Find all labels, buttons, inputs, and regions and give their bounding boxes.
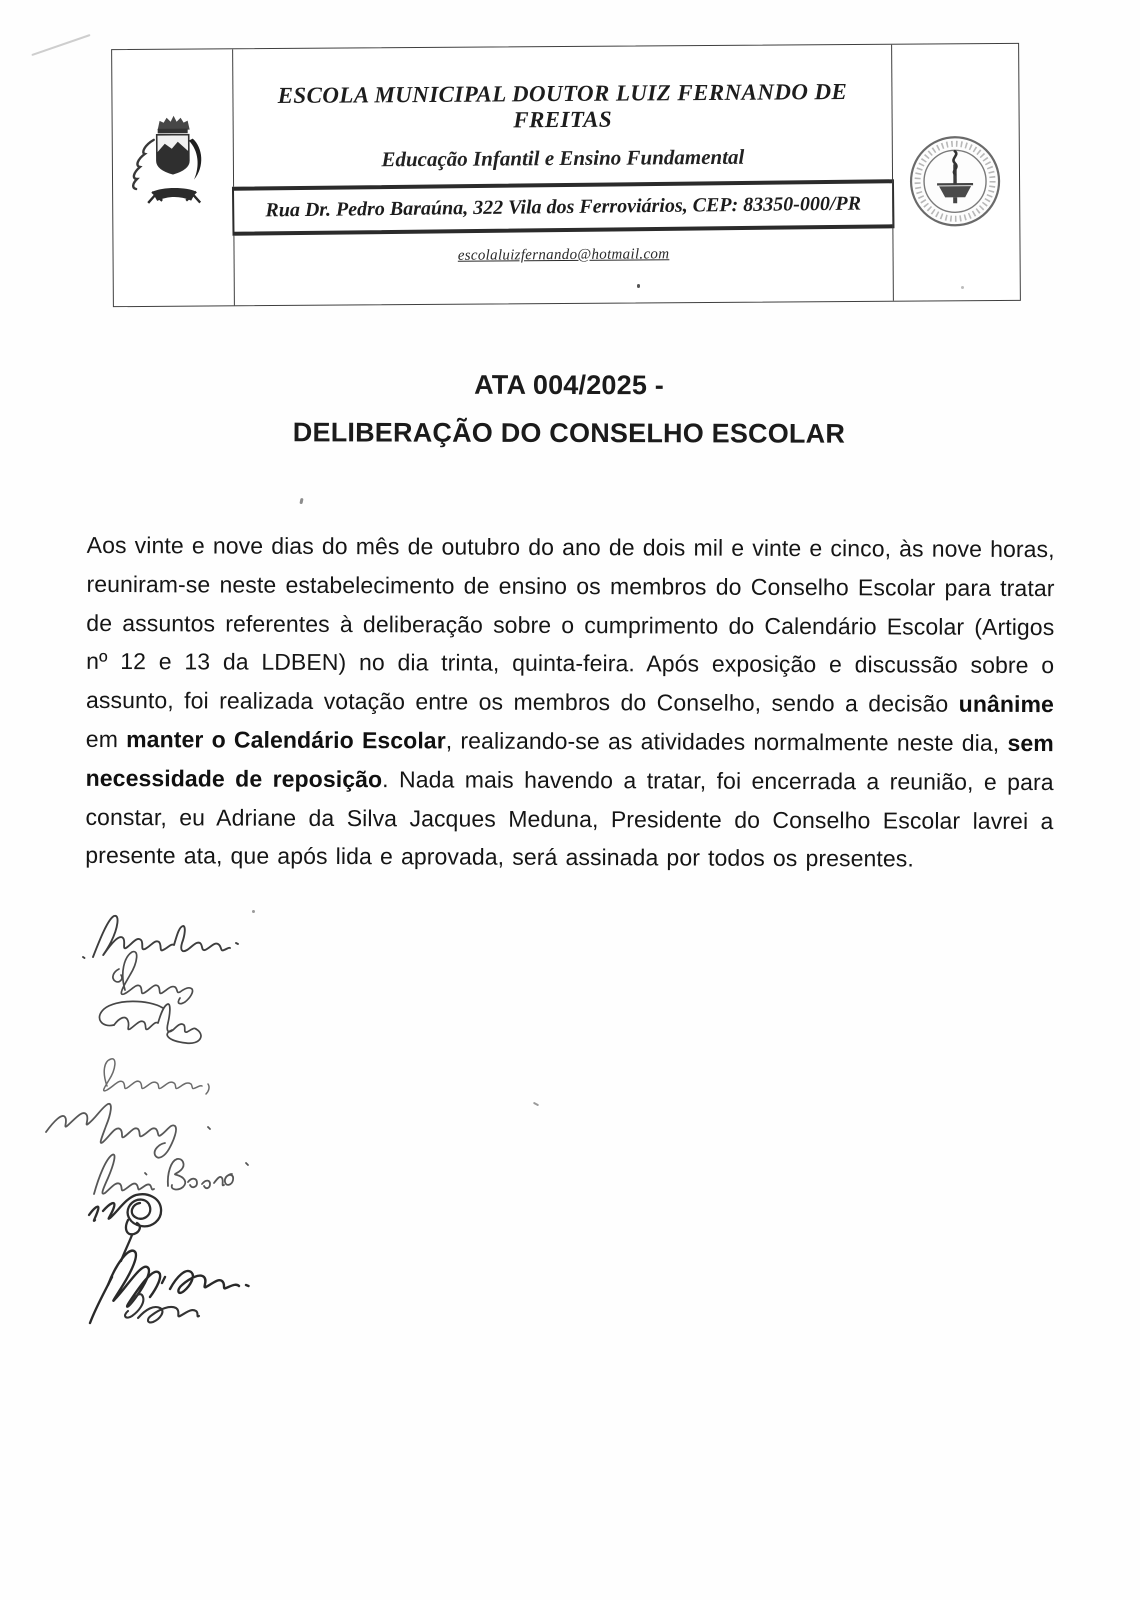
signature-thais-bonoto [94,1155,248,1194]
scan-dot-artifact [252,910,255,913]
letterhead-left-cell [112,49,235,306]
body-paragraph: Aos vinte e nove dias do mês de outubro do ano de dois mil e vinte e cinco, às nove horas, reuniram-se neste estabelecimento de ensino os membros do Conselho Escolar para tratar de assuntos referentes à deliberação sobre o cumprimento do Calendário Escolar (Artigos nº 12 e 13 da LDBEN) no dia trinta, quinta-feira. Após exposição e discussão sobre o assunto, foi realizada votação entre os membros do Conselho, sendo a decisão unânime em manter o Calendário Escolar, realizando-se as atividades normalmente neste dia, sem necessidade de reposição. Nada mais havendo a tratar, foi encerrada a reunião, e para constar, eu Adriane da Silva Jacques Meduna, Presidente do Conselho Escolar lavrei a presente ata, que após lida e aprovada, será assinada por todos os presentes. [85,531,1055,872]
signature-dimoreno [104,1059,209,1094]
scan-dot-artifact [299,498,303,504]
municipal-coat-of-arms-icon [126,113,223,206]
document-title [85,369,1053,451]
scan-dot-artifact [637,284,640,288]
signature-block [40,895,360,1355]
scan-dot-artifact [533,1102,539,1107]
school-round-stamp-icon [908,134,1003,229]
letterhead [111,43,1021,307]
signature-mikelay [46,1104,210,1158]
title-line-2: DELIBERAÇÃO DO CONSELHO ESCOLAR [292,417,846,449]
crest-crown [158,116,190,130]
signature-rubric-scribble [89,1194,161,1261]
school-subtitle: Educação Infantil e Ensino Fundamental [381,144,745,172]
signature-lelouza [113,952,193,1004]
signature-junis-bond [90,1251,249,1323]
signature-carvalho [99,1001,200,1043]
letterhead-right-cell [891,44,1020,301]
address-box [232,179,895,236]
title-line-1: ATA 004/2025 - [474,369,665,401]
scan-dot-artifact [961,286,964,289]
school-name: ESCOLA MUNICIPAL DOUTOR LUIZ FERNANDO DE FREITAS [277,79,848,133]
signature-ameduna [83,916,238,958]
letterhead-center-cell [233,45,893,306]
crest-crescent [189,139,202,180]
scan-streak-artifact [31,34,90,56]
crest-branch [133,140,154,189]
school-address: Rua Dr. Pedro Baraúna, 322 Vila dos Ferroviários, CEP: 83350-000/PR [265,192,862,222]
school-email: escolaluizfernando@hotmail.com [457,246,670,264]
